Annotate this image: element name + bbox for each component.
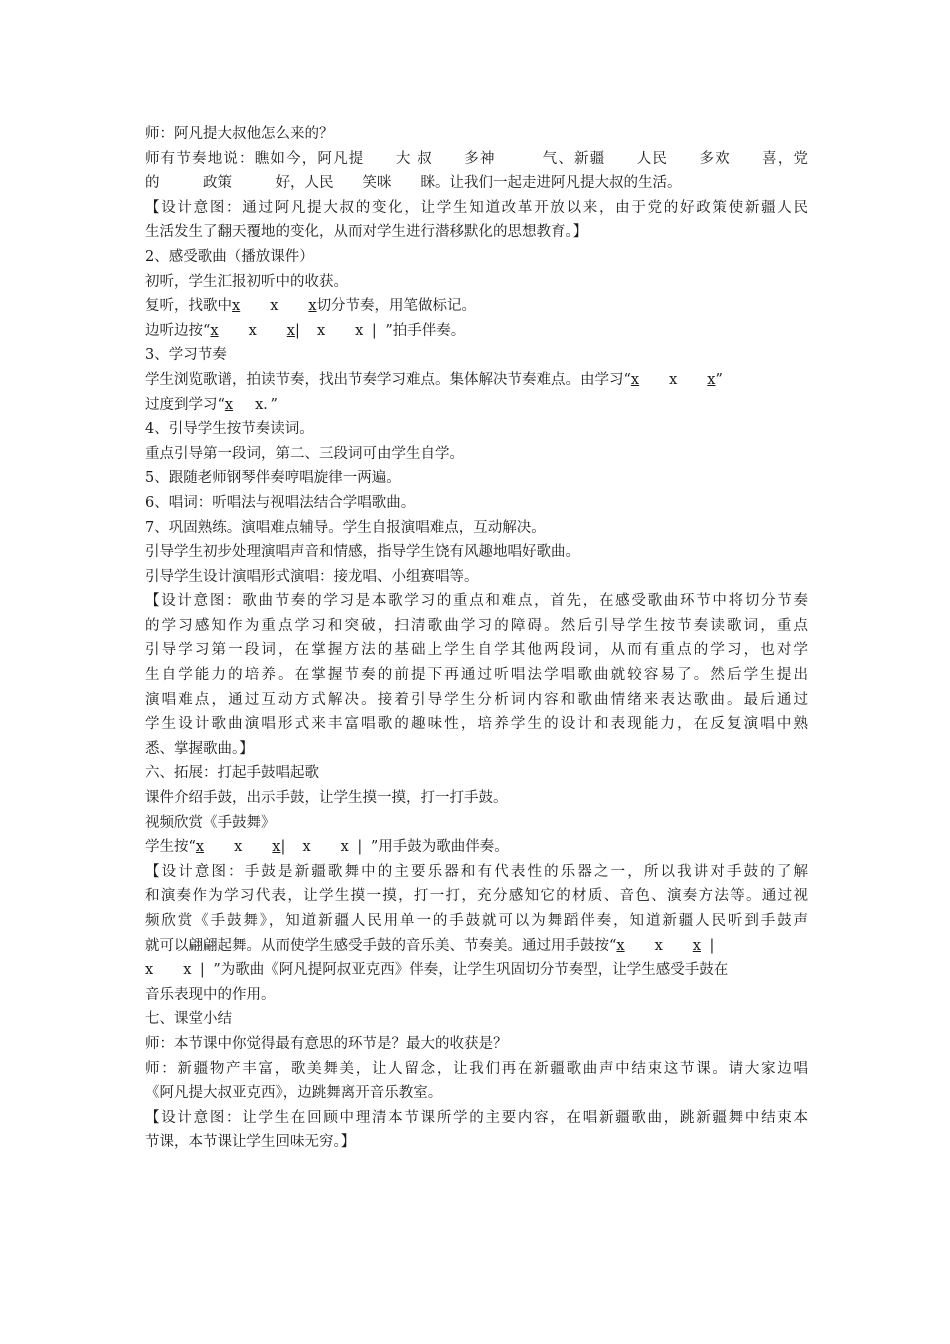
section-heading: 六、拓展：打起手鼓唱起歌 (145, 765, 319, 782)
rhythm-note: x (308, 298, 317, 315)
rhythm-note: x (316, 322, 326, 339)
design-intent-line: 【设计意图：通过阿凡提大叔的变化，让学生知道改革开放以来，由于党的好政策使新疆人民 (145, 199, 808, 216)
rhythm-note: x (234, 839, 243, 856)
section-heading: 4、引导学生按节奏读词。 (145, 421, 314, 438)
design-intent-line: 音乐表现中的作用。 (145, 986, 276, 1003)
design-intent-line: 和演奏作为学习代表，让学生摸一摸，打一打，充分感知它的材质、音色、演奏方法等。通过视 (145, 888, 808, 905)
design-intent-line: 【设计意图：歌曲节奏的学习是本歌学习的重点和难点，首先，在感受歌曲环节中将切分节奏 (145, 593, 808, 610)
rhythm-note: x (210, 322, 219, 339)
section-heading: 七、课堂小结 (145, 1011, 232, 1028)
text-line: 初听，学生汇报初听中的收获。 (145, 273, 348, 290)
rhythm-note: x (669, 371, 678, 388)
design-intent-line: 【设计意图：让学生在回顾中理清本节课所学的主要内容，在唱新疆歌曲，跳新疆舞中结束本 (145, 1109, 808, 1126)
rhythm-bar: | (709, 937, 715, 954)
rhythm-dot: ． (263, 396, 271, 413)
rhythm-note: x (340, 839, 349, 856)
rhythm-bar: | (357, 839, 363, 856)
rhythm-note: x (630, 371, 640, 388)
design-intent-line: 引导学习第一段词，在掌握方法的基础上学生自学其他两段词，从而有重点的学习，也对学 (145, 642, 808, 659)
rhythm-line: 过度到学习“x x．” (145, 396, 278, 413)
rhythm-note: x (355, 322, 364, 339)
rhythm-bar: | (280, 839, 286, 856)
rhythm-line: x x | ”为歌曲《阿凡提阿叔亚克西》伴奏，让学生巩固切分节奏型，让学生感受手鼓在 (145, 962, 729, 979)
design-intent-line: 频欣赏《手鼓舞》，知道新疆人民用单一的手鼓就可以为舞蹈伴奏，知道新疆人民听到手鼓声 (145, 913, 808, 929)
rhythm-note: x (302, 839, 311, 856)
rhythm-note: x (145, 962, 154, 979)
section-heading: 5、跟随老师钢琴伴奏哼唱旋律一两遍。 (145, 470, 401, 487)
rhythm-bar: | (294, 322, 300, 339)
rhythm-line: 就可以翩翩起舞。从而使学生感受手鼓的音乐美、节奏美。通过用手鼓按“x x x | (145, 937, 715, 954)
text-line: 师：阿凡提大叔他怎么来的？ (145, 126, 334, 142)
design-intent-line: 节课，本节课让学生回味无穷。】 (145, 1134, 356, 1151)
section-heading: 6、唱词：听唱法与视唱法结合学唱歌曲。 (145, 494, 416, 511)
text-line: 《阿凡提大叔亚克西》，边跳舞离开音乐教室。 (145, 1085, 443, 1102)
text-line: 引导学生初步处理演唱声音和情感，指导学生饶有风趣地唱好歌曲。 (145, 544, 580, 561)
rhythm-line: 边听边按“x x x| x x | ”拍手伴奏。 (145, 322, 466, 339)
text-line: 师：新疆物产丰富，歌美舞美，让人留念，让我们再在新疆歌曲声中结束这节课。请大家边唱 (145, 1060, 808, 1077)
section-heading: 7、巩固熟练。演唱难点辅导。学生自报演唱难点，互动解决。 (145, 519, 546, 536)
text-line: 引导学生设计演唱形式演唱：接龙唱、小组赛唱等。 (145, 568, 479, 585)
rhythm-line: 学生浏览歌谱，拍读节奏，找出节奏学习难点。集体解决节奏难点。由学习“x x x” (145, 371, 723, 388)
design-intent-line: 【设计意图：手鼓是新疆歌舞中的主要乐器和有代表性的乐器之一，所以我讲对手鼓的了解 (145, 863, 808, 880)
rhythm-note: x (224, 396, 234, 413)
design-intent-line: 的学习感知作为重点学习和突破，扫清歌曲学习的障碍。然后引导学生按节奏读歌词，重点 (145, 617, 808, 634)
design-intent-line: 生活发生了翻天覆地的变化，从而对学生进行潜移默化的思想教育。】 (145, 224, 588, 241)
rhythm-bar: | (371, 322, 377, 339)
rhythm-line: 复听，找歌中x x x切分节奏，用笔做标记。 (145, 298, 477, 315)
text-line: 重点引导第一段词，第二、三段词可由学生自学。 (145, 445, 464, 462)
document-page (145, 122, 808, 1155)
rhythm-note: x (654, 937, 663, 954)
rhythm-note: x (286, 322, 295, 339)
rhythm-bar: | (199, 962, 205, 979)
rhythm-note: x (195, 839, 205, 856)
rhythm-note: x (616, 937, 625, 954)
text-line: 师：本节课中你觉得最有意思的环节是？最大的收获是？ (145, 1035, 508, 1052)
design-intent-line: 悉、掌握歌曲。】 (145, 740, 254, 757)
text-line: 的 政策 好，人民 笑咪 眯。让我们一起走进阿凡提大叔的生活。 (145, 175, 682, 192)
design-intent-line: 学生设计歌曲演唱形式来丰富唱歌的趣味性，培养学生的设计和表现能力，在反复演唱中熟 (145, 716, 808, 733)
text-line: 视频欣赏《手鼓舞》 (145, 814, 276, 831)
rhythm-note: x (255, 396, 264, 413)
rhythm-line: 学生按“x x x| x x | ”用手鼓为歌曲伴奏。 (145, 839, 509, 856)
text-line: 师有节奏地说：瞧如今，阿凡提 大 叔 多神 气、新疆 人民 多欢 喜，党 (145, 150, 808, 167)
rhythm-note: x (183, 962, 192, 979)
section-heading: 3、学习节奏 (145, 347, 227, 364)
design-intent-line: 演唱难点，通过互动方式解决。接着引导学生分析词内容和歌曲情绪来表达歌曲。最后通过 (145, 691, 808, 708)
rhythm-note: x (270, 298, 279, 315)
rhythm-note: x (232, 298, 241, 315)
design-intent-line: 生自学能力的培养。在掌握节奏的前提下再通过听唱法学唱歌曲就较容易了。然后学生提出 (145, 667, 808, 684)
text-line: 课件介绍手鼓，出示手鼓，让学生摸一摸，打一打手鼓。 (145, 790, 508, 807)
rhythm-note: x (707, 371, 716, 388)
section-heading: 2、感受歌曲（播放课件） (145, 248, 314, 265)
rhythm-note: x (272, 839, 281, 856)
rhythm-note: x (692, 937, 701, 954)
rhythm-note: x (248, 322, 257, 339)
